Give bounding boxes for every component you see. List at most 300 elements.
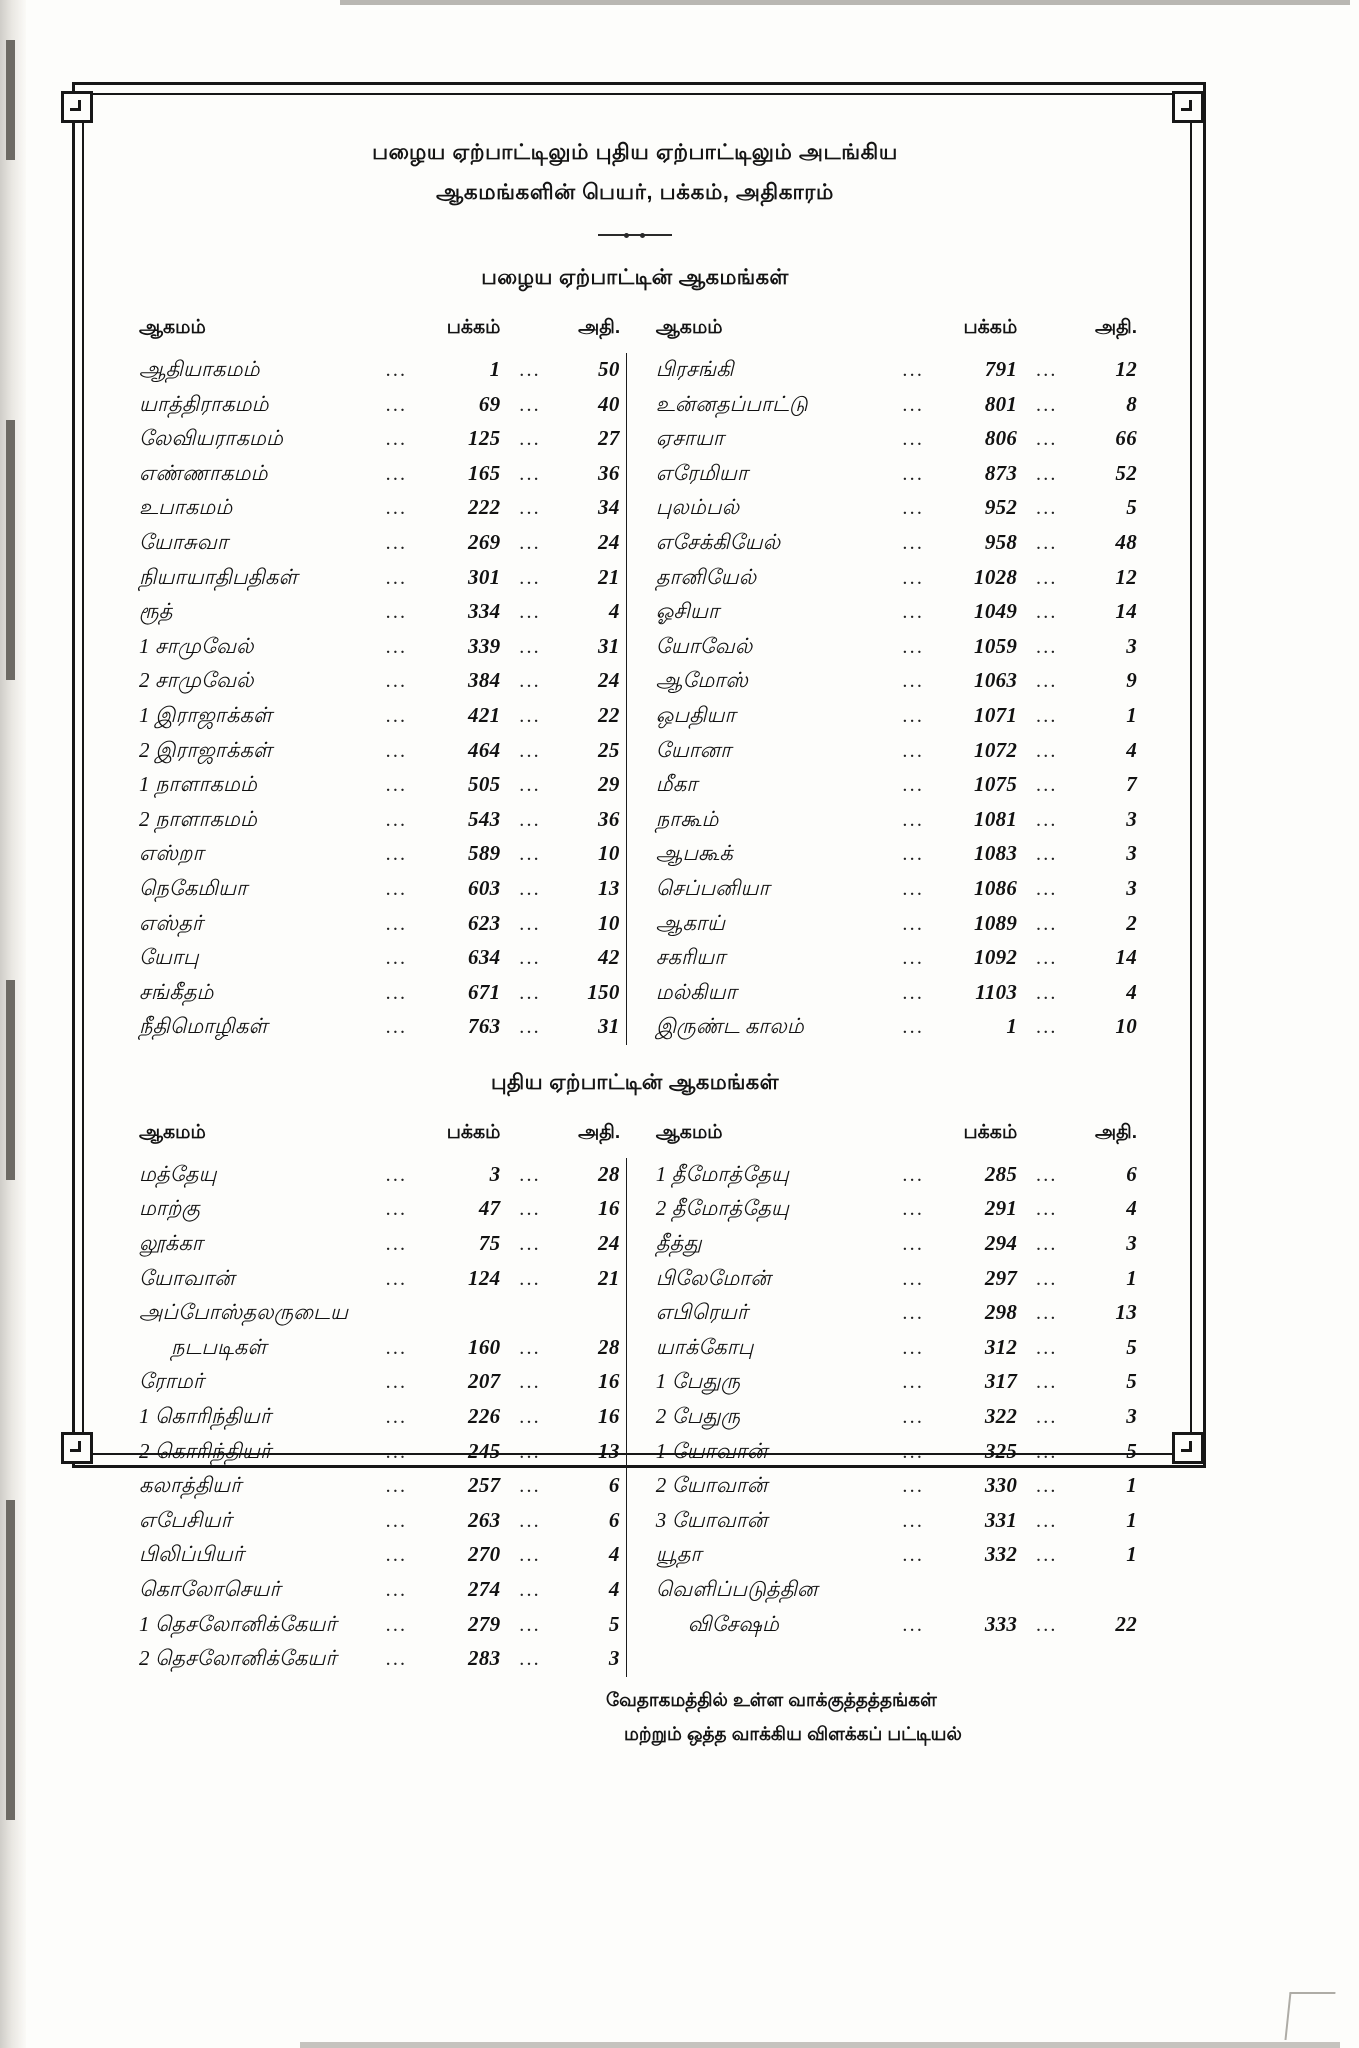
page-number: 634 [468, 945, 501, 970]
book-name: 3 யோவான் [655, 1507, 768, 1532]
col-header-name: ஆகமம் [139, 317, 206, 338]
column-divider [626, 699, 644, 734]
table-header-row [127, 1113, 1143, 1158]
leader-dots: ... [902, 912, 925, 935]
leader-dots: ... [519, 947, 541, 970]
page-number: 1049 [974, 599, 1018, 624]
chapter-count: 5 [1126, 1438, 1137, 1463]
leader-dots: ... [1036, 981, 1058, 1004]
column-divider [626, 1365, 644, 1400]
leader-dots: ... [519, 877, 541, 900]
book-name: எபேசியர் [139, 1507, 232, 1532]
frame-corner-top-left [61, 91, 93, 123]
leader-dots: ... [902, 1544, 925, 1567]
page-content [100, 120, 1170, 1751]
chapter-count: 7 [1126, 772, 1137, 797]
leader-dots: ... [385, 1579, 408, 1601]
column-divider [626, 561, 644, 596]
leader-dots: ... [1036, 1613, 1058, 1636]
book-name: யாக்கோபு [655, 1334, 754, 1359]
book-name: ஒபதியா [655, 702, 736, 727]
leader-dots: ... [902, 1440, 925, 1463]
book-name: எபிரெயர் [655, 1300, 748, 1325]
book-name: யூதா [655, 1542, 702, 1567]
leader-dots: ... [519, 739, 541, 762]
col-header-chapter: அதி. [1095, 1121, 1137, 1143]
book-name: மத்தேயு [139, 1161, 217, 1186]
table-row [127, 1158, 1143, 1193]
leader-dots: ... [519, 1233, 541, 1256]
leader-dots: ... [519, 635, 541, 658]
leader-dots: ... [1036, 704, 1058, 727]
table-row [127, 595, 1143, 630]
book-name: 1 யோவான் [655, 1438, 768, 1463]
page-number: 333 [984, 1611, 1018, 1636]
book-name: யோனா [655, 737, 732, 762]
scan-artifact-bottom-bar [300, 2042, 1340, 2048]
frame-corner-bottom-left [61, 1432, 93, 1464]
leader-dots: ... [385, 774, 408, 797]
book-name: 2 பேதுரு [655, 1404, 741, 1429]
page-title-line-2: ஆகமங்களின் பெயர், பக்கம், அதிகாரம் [436, 180, 834, 204]
page-number: 325 [984, 1438, 1018, 1463]
table-row [127, 1296, 1143, 1331]
footnote-line-2: மற்றும் ஒத்த வாக்கிய விளக்கப் பட்டியல் [624, 1722, 962, 1744]
page-number: 623 [468, 910, 501, 935]
page-number: 958 [984, 529, 1018, 554]
leader-dots: ... [519, 359, 541, 381]
book-name: யோசுவா [139, 529, 228, 554]
table-row [127, 1331, 1143, 1366]
old-testament-rows [127, 353, 1143, 1045]
chapter-count: 1 [1126, 1542, 1137, 1567]
book-name: சகரியா [655, 945, 726, 970]
leader-dots [885, 1573, 942, 1608]
leader-dots: ... [1036, 774, 1058, 797]
chapter-count: 34 [598, 495, 620, 520]
page-number: 421 [468, 702, 501, 727]
column-divider [626, 353, 644, 388]
chapter-count [558, 1296, 626, 1331]
chapter-count: 22 [1115, 1611, 1137, 1636]
col-header-page: பக்கம் [963, 317, 1018, 338]
page-number: 339 [468, 633, 501, 658]
chapter-count: 4 [608, 1542, 620, 1567]
chapter-count: 1 [1126, 1507, 1137, 1532]
leader-dots: ... [1036, 601, 1058, 624]
leader-dots: ... [1036, 635, 1058, 658]
chapter-count: 10 [598, 910, 620, 935]
leader-dots: ... [902, 739, 925, 762]
leader-dots: ... [385, 1336, 408, 1359]
column-divider [626, 595, 644, 630]
chapter-count: 2 [1126, 910, 1137, 935]
book-name: தானியேல் [655, 564, 757, 589]
book-name: அப்போஸ்தலருடைய [139, 1300, 349, 1325]
book-name: கலாத்தியர் [139, 1473, 242, 1498]
column-divider [626, 768, 644, 803]
page-number: 1059 [974, 633, 1018, 658]
table-row [127, 457, 1143, 492]
page-number: 279 [468, 1611, 501, 1636]
new-testament-rows [127, 1158, 1143, 1677]
book-name: சங்கீதம் [139, 979, 214, 1004]
book-name: நீதிமொழிகள் [139, 1014, 268, 1039]
book-name: 1 சாமுவேல் [139, 633, 254, 658]
leader-dots: ... [1036, 393, 1058, 416]
chapter-count: 3 [608, 1646, 620, 1671]
book-name: தீத்து [655, 1231, 702, 1256]
chapter-count: 3 [1126, 1404, 1137, 1429]
empty-cell [644, 1642, 885, 1677]
table-row [127, 630, 1143, 665]
book-name: வெளிப்படுத்தின [655, 1577, 818, 1601]
empty-cell [1019, 1642, 1074, 1677]
book-name: ஏசாயா [655, 426, 725, 451]
book-name: எஸ்றா [139, 841, 204, 866]
page-number: 160 [468, 1334, 501, 1359]
chapter-count: 6 [1126, 1161, 1137, 1186]
col-header-page: பக்கம் [446, 317, 501, 338]
book-name: எண்ணாகமம் [139, 460, 268, 485]
column-divider [626, 907, 644, 942]
leader-dots: ... [1036, 1163, 1058, 1186]
table-row [127, 526, 1143, 561]
book-name: ஆகாய் [655, 910, 726, 935]
leader-dots: ... [519, 1016, 541, 1039]
leader-dots: ... [385, 877, 408, 900]
leader-dots: ... [519, 1371, 541, 1394]
book-name: 1 கொரிந்தியர் [139, 1404, 272, 1429]
book-name: 2 சாமுவேல் [139, 668, 254, 693]
column-divider [626, 734, 644, 769]
leader-dots [1019, 1573, 1074, 1608]
leader-dots: ... [902, 843, 925, 866]
col-header-name: ஆகமம் [655, 1121, 723, 1143]
page-number: 1075 [974, 772, 1018, 797]
leader-dots: ... [519, 774, 541, 797]
leader-dots: ... [385, 1267, 408, 1290]
leader-dots: ... [902, 428, 925, 451]
leader-dots: ... [902, 1371, 925, 1394]
book-name: லேவியராகமம் [139, 426, 283, 451]
leader-dots: ... [385, 428, 408, 451]
leader-dots: ... [385, 359, 408, 381]
page-number: 125 [468, 426, 501, 451]
leader-dots: ... [385, 497, 408, 520]
leader-dots: ... [519, 1579, 541, 1601]
page-number: 263 [468, 1507, 501, 1532]
column-divider [626, 630, 644, 665]
book-name: 2 தெசலோனிக்கேயர் [139, 1646, 337, 1671]
page-number: 269 [468, 529, 501, 554]
chapter-count: 1 [1126, 702, 1137, 727]
page-number: 1092 [974, 945, 1018, 970]
leader-dots: ... [1036, 877, 1058, 900]
leader-dots: ... [902, 808, 925, 831]
table-row [127, 907, 1143, 942]
page-number: 207 [468, 1369, 501, 1394]
page-number: 283 [468, 1646, 501, 1671]
table-row [127, 1262, 1143, 1297]
frame-corner-top-right [1172, 91, 1204, 123]
page-number: 384 [468, 668, 501, 693]
leader-dots: ... [1036, 1267, 1058, 1290]
page-number: 274 [468, 1577, 501, 1601]
leader-dots: ... [385, 912, 408, 935]
chapter-count: 1 [1126, 1265, 1137, 1290]
book-name: யோபு [139, 945, 199, 970]
table-row [127, 1538, 1143, 1573]
page-number: 47 [478, 1196, 501, 1221]
empty-cell [1074, 1642, 1143, 1677]
book-name: புலம்பல் [655, 495, 740, 520]
page-number: 3 [489, 1161, 501, 1186]
empty-cell [885, 1642, 942, 1677]
leader-dots: ... [1036, 1233, 1058, 1256]
chapter-count: 12 [1115, 564, 1137, 589]
page-number: 75 [478, 1231, 501, 1256]
leader-dots: ... [902, 981, 925, 1004]
column-divider [626, 1573, 644, 1608]
book-name: 2 கொரிந்தியர் [139, 1438, 272, 1463]
table-row [127, 1365, 1143, 1400]
book-name: உன்னதப்பாட்டு [655, 391, 808, 416]
page-number: 226 [468, 1404, 501, 1429]
column-divider [626, 1435, 644, 1470]
chapter-count [1074, 1573, 1143, 1608]
leader-dots: ... [385, 462, 408, 485]
column-divider [626, 1608, 644, 1643]
book-name: செப்பனியா [655, 875, 770, 900]
leader-dots: ... [902, 1613, 925, 1636]
column-divider [626, 526, 644, 561]
leader-dots: ... [1036, 1336, 1058, 1359]
column-divider [626, 491, 644, 526]
leader-dots: ... [385, 1233, 408, 1256]
col-header-page: பக்கம் [963, 1121, 1018, 1143]
column-divider [626, 1192, 644, 1227]
leader-dots: ... [902, 704, 925, 727]
chapter-count: 24 [598, 1231, 620, 1256]
book-name: மல்கியா [655, 979, 737, 1004]
chapter-count: 6 [608, 1473, 620, 1498]
leader-dots: ... [385, 601, 408, 624]
column-divider [626, 1331, 644, 1366]
leader-dots: ... [519, 1613, 541, 1636]
chapter-count: 5 [1126, 1334, 1137, 1359]
table-row [127, 664, 1143, 699]
chapter-count: 16 [598, 1369, 620, 1394]
new-testament-table [127, 1113, 1143, 1677]
leader-dots: ... [902, 1233, 925, 1256]
leader-dots: ... [519, 566, 541, 589]
table-row [127, 768, 1143, 803]
leader-dots: ... [902, 601, 925, 624]
column-divider [626, 664, 644, 699]
book-name: ஆபகூக் [655, 841, 733, 866]
column-divider [626, 1158, 644, 1193]
leader-dots: ... [902, 1302, 925, 1325]
page-number: 297 [984, 1265, 1018, 1290]
leader-dots: ... [385, 1371, 408, 1394]
chapter-count: 21 [598, 564, 620, 589]
chapter-count: 22 [598, 702, 620, 727]
page-number: 332 [984, 1542, 1018, 1567]
column-divider [626, 1010, 644, 1045]
chapter-count: 6 [608, 1507, 620, 1532]
page-number: 294 [984, 1231, 1018, 1256]
table-row [127, 1435, 1143, 1470]
scan-artifact-tick [6, 980, 15, 1180]
leader-dots: ... [1036, 462, 1058, 485]
chapter-count: 4 [1126, 1196, 1137, 1221]
leader-dots [502, 1296, 557, 1331]
leader-dots: ... [385, 1544, 408, 1567]
footnote-block [100, 1683, 1170, 1751]
chapter-count: 24 [598, 668, 620, 693]
book-name: யோவேல் [655, 633, 753, 658]
leader-dots: ... [385, 1440, 408, 1463]
table-row [127, 353, 1143, 388]
column-divider [626, 1113, 644, 1158]
table-row [127, 941, 1143, 976]
chapter-count: 5 [608, 1611, 620, 1636]
chapter-count: 8 [1126, 391, 1137, 416]
leader-dots: ... [902, 359, 925, 381]
leader-dots: ... [1036, 843, 1058, 866]
table-row [127, 1227, 1143, 1262]
book-name: விசேஷம் [687, 1611, 780, 1636]
chapter-count: 10 [1115, 1014, 1137, 1039]
page-number: 464 [468, 737, 501, 762]
leader-dots: ... [1036, 1544, 1058, 1567]
chapter-count: 14 [1115, 945, 1137, 970]
leader-dots: ... [385, 1406, 408, 1429]
leader-dots: ... [1036, 912, 1058, 935]
leader-dots: ... [385, 670, 408, 693]
page-number [942, 1573, 1019, 1608]
leader-dots: ... [385, 1016, 408, 1039]
page-number: 1028 [974, 564, 1018, 589]
table-row [127, 1010, 1143, 1045]
scan-artifact-tick [6, 420, 15, 680]
page-number: 1083 [974, 841, 1018, 866]
leader-dots: ... [519, 497, 541, 520]
column-divider [626, 872, 644, 907]
leader-dots: ... [385, 393, 408, 416]
chapter-count: 12 [1115, 357, 1137, 381]
leader-dots: ... [1036, 1406, 1058, 1429]
leader-dots: ... [519, 704, 541, 727]
table-row [127, 1469, 1143, 1504]
title-divider-ornament [598, 234, 672, 236]
column-divider [626, 1642, 644, 1677]
page-number: 1071 [974, 702, 1018, 727]
footnote-line-1: வேதாகமத்தில் உள்ள வாக்குத்தத்தங்கள் [606, 1688, 937, 1710]
page-number: 69 [478, 391, 501, 416]
book-name: யாத்திராகமம் [139, 391, 269, 416]
leader-dots: ... [385, 531, 408, 554]
leader-dots: ... [902, 497, 925, 520]
book-name: 1 நாளாகமம் [139, 772, 258, 797]
book-name: நெகேமியா [139, 875, 248, 900]
leader-dots: ... [385, 1198, 408, 1221]
column-divider [626, 941, 644, 976]
page-number [425, 1296, 502, 1331]
column-divider [626, 1538, 644, 1573]
leader-dots: ... [519, 1648, 541, 1671]
column-divider [626, 1262, 644, 1297]
chapter-count: 24 [598, 529, 620, 554]
chapter-count: 4 [608, 1577, 620, 1601]
book-name: 2 யோவான் [655, 1473, 768, 1498]
leader-dots: ... [385, 843, 408, 866]
leader-dots: ... [902, 1198, 925, 1221]
chapter-count: 3 [1126, 1231, 1137, 1256]
chapter-count: 42 [598, 945, 620, 970]
leader-dots: ... [902, 1267, 925, 1290]
page-number: 952 [984, 495, 1018, 520]
leader-dots: ... [519, 981, 541, 1004]
page-number: 801 [984, 391, 1018, 416]
chapter-count: 13 [598, 1438, 620, 1463]
book-name: லூக்கா [139, 1231, 203, 1256]
chapter-count: 16 [598, 1404, 620, 1429]
chapter-count: 21 [598, 1265, 620, 1290]
book-name: பிலிப்பியர் [139, 1542, 244, 1567]
empty-cell [942, 1642, 1019, 1677]
leader-dots: ... [519, 601, 541, 624]
table-row [127, 422, 1143, 457]
column-divider [626, 1227, 644, 1262]
leader-dots: ... [902, 670, 925, 693]
leader-dots: ... [385, 1163, 408, 1186]
table-row [127, 1400, 1143, 1435]
leader-dots: ... [902, 1406, 925, 1429]
book-name: 2 தீமோத்தேயு [655, 1196, 789, 1221]
page-number: 334 [468, 599, 501, 624]
chapter-count: 4 [1126, 737, 1137, 762]
book-name: நாகூம் [655, 806, 719, 831]
leader-dots: ... [519, 1336, 541, 1359]
chapter-count: 13 [1115, 1300, 1137, 1325]
chapter-count: 4 [608, 599, 620, 624]
table-row [127, 491, 1143, 526]
book-name: 2 இராஜாக்கள் [139, 737, 273, 762]
book-name: ரூத் [139, 599, 173, 624]
leader-dots: ... [519, 393, 541, 416]
book-name: 1 பேதுரு [655, 1369, 741, 1394]
book-name: நடபடிகள் [171, 1334, 267, 1359]
leader-dots: ... [1036, 1198, 1058, 1221]
leader-dots: ... [519, 1509, 541, 1532]
chapter-count: 66 [1115, 426, 1137, 451]
leader-dots: ... [519, 670, 541, 693]
leader-dots: ... [902, 1336, 925, 1359]
chapter-count: 14 [1115, 599, 1137, 624]
page-number: 505 [468, 772, 501, 797]
scan-artifact-top-bar [340, 0, 1350, 5]
leader-dots: ... [1036, 1302, 1058, 1325]
chapter-count: 28 [598, 1161, 620, 1186]
page-number: 322 [984, 1404, 1018, 1429]
leader-dots: ... [519, 1440, 541, 1463]
leader-dots: ... [1036, 1016, 1058, 1039]
leader-dots: ... [902, 947, 925, 970]
table-row [127, 837, 1143, 872]
book-name: 1 இராஜாக்கள் [139, 702, 273, 727]
